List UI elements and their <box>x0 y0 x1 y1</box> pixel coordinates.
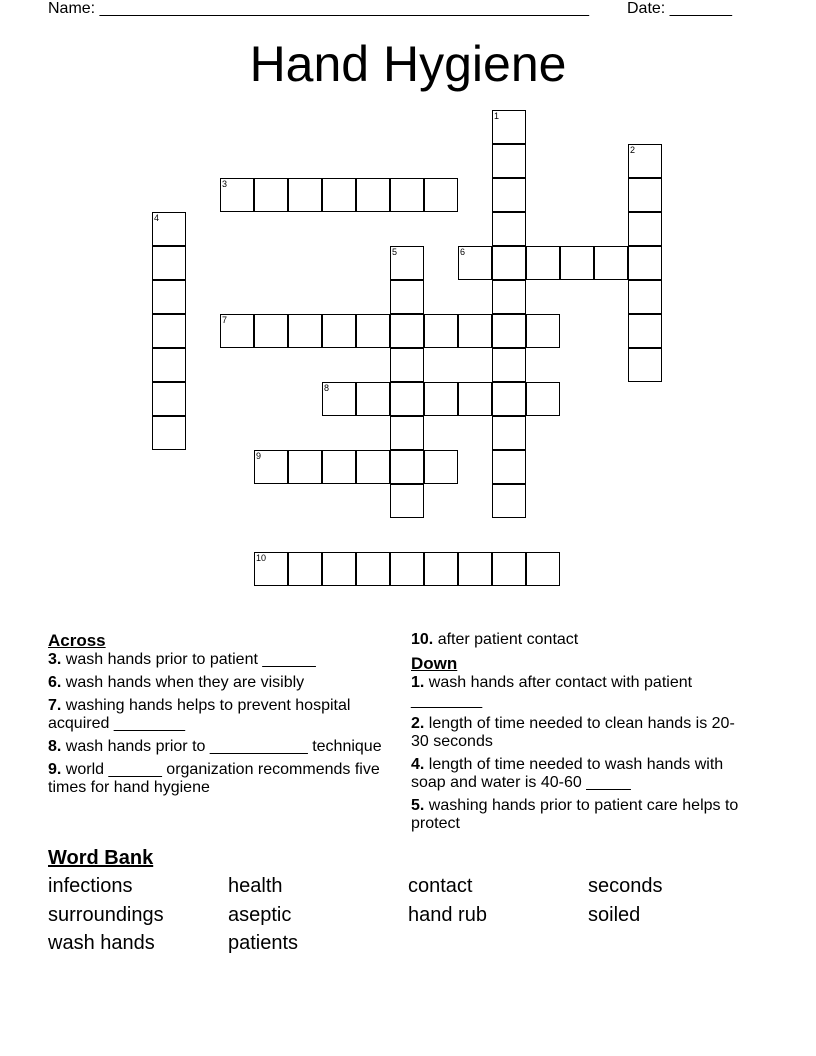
crossword-cell[interactable] <box>628 280 662 314</box>
crossword-cell[interactable] <box>628 348 662 382</box>
crossword-cell[interactable] <box>526 552 560 586</box>
clue-text: washing hands helps to prevent hospital acquired ________ <box>48 697 351 732</box>
clue-number: 4. <box>411 756 425 773</box>
word-bank-word: infections <box>48 875 133 897</box>
across-clue-list-continued <box>411 631 751 649</box>
crossword-cell[interactable] <box>254 450 288 484</box>
crossword-cell[interactable] <box>322 552 356 586</box>
crossword-cell[interactable] <box>526 382 560 416</box>
crossword-cell[interactable] <box>322 382 356 416</box>
clue-item <box>48 674 388 692</box>
crossword-cell[interactable] <box>492 110 526 144</box>
word-bank-word: hand rub <box>408 903 487 926</box>
clue-item <box>48 697 388 733</box>
crossword-cell[interactable] <box>492 348 526 382</box>
crossword-cell[interactable] <box>220 314 254 348</box>
clue-number: 5. <box>411 797 425 814</box>
across-heading: Across <box>48 631 106 650</box>
crossword-cell[interactable] <box>492 382 526 416</box>
word-bank-word: aseptic <box>228 903 292 926</box>
clue-number: 10 <box>256 553 267 563</box>
clue-item <box>411 756 751 792</box>
crossword-cell[interactable] <box>492 280 526 314</box>
clue-number: 6 <box>460 247 466 257</box>
crossword-cell[interactable] <box>628 212 662 246</box>
clues-left-column <box>48 631 388 802</box>
clue-item <box>411 631 751 649</box>
crossword-cell[interactable] <box>288 314 322 348</box>
crossword-cell[interactable] <box>492 314 526 348</box>
clue-number: 6. <box>48 674 62 691</box>
clue-item <box>48 651 388 669</box>
crossword-cell[interactable] <box>288 178 322 212</box>
crossword-cell[interactable] <box>390 314 424 348</box>
crossword-cell[interactable] <box>390 450 424 484</box>
word-bank-word: soiled <box>588 903 641 926</box>
date-field[interactable]: Date: _______ <box>627 0 732 17</box>
crossword-cell[interactable] <box>390 484 424 518</box>
clue-number: 9. <box>48 761 62 778</box>
crossword-cell[interactable] <box>458 382 492 416</box>
name-field[interactable]: Name: _______________________________________________________ <box>48 0 589 17</box>
crossword-cell[interactable] <box>390 552 424 586</box>
crossword-cell[interactable] <box>356 450 390 484</box>
clue-text: wash hands after contact with patient ________ <box>411 674 693 709</box>
clue-text: wash hands prior to ___________ technique <box>61 738 382 755</box>
crossword-cell[interactable] <box>152 246 186 280</box>
crossword-cell[interactable] <box>288 552 322 586</box>
clue-number: 2. <box>411 715 425 732</box>
crossword-cell[interactable] <box>492 246 526 280</box>
crossword-cell[interactable] <box>424 382 458 416</box>
crossword-cell[interactable] <box>492 178 526 212</box>
crossword-cell[interactable] <box>628 314 662 348</box>
clue-item <box>411 674 751 710</box>
crossword-cell[interactable] <box>628 246 662 280</box>
clue-number: 7. <box>48 697 62 714</box>
crossword-cell[interactable] <box>152 212 186 246</box>
crossword-cell[interactable] <box>356 178 390 212</box>
clue-number: 8 <box>324 383 330 393</box>
clue-text: world ______ organization recommends five times for hand hygiene <box>48 761 380 796</box>
crossword-cell[interactable] <box>152 382 186 416</box>
crossword-cell[interactable] <box>458 552 492 586</box>
clue-number: 3. <box>48 651 62 668</box>
crossword-cell[interactable] <box>492 552 526 586</box>
across-clue-list <box>48 651 388 797</box>
crossword-cell[interactable] <box>628 144 662 178</box>
crossword-cell[interactable] <box>288 450 322 484</box>
crossword-cell[interactable] <box>492 144 526 178</box>
crossword-cell[interactable] <box>152 314 186 348</box>
crossword-cell[interactable] <box>254 552 288 586</box>
crossword-cell[interactable] <box>322 314 356 348</box>
crossword-cell[interactable] <box>390 348 424 382</box>
crossword-cell[interactable] <box>424 450 458 484</box>
crossword-cell[interactable] <box>390 416 424 450</box>
crossword-cell[interactable] <box>254 314 288 348</box>
crossword-cell[interactable] <box>390 280 424 314</box>
clue-item <box>48 738 388 756</box>
clue-text: length of time needed to wash hands with soap and water is 40-60 _____ <box>411 756 724 791</box>
crossword-cell[interactable] <box>526 314 560 348</box>
crossword-cell[interactable] <box>322 450 356 484</box>
crossword-cell[interactable] <box>152 416 186 450</box>
crossword-cell[interactable] <box>220 178 254 212</box>
crossword-cell[interactable] <box>492 484 526 518</box>
clue-text: wash hands prior to patient ______ <box>61 651 316 668</box>
clue-number: 5 <box>392 247 398 257</box>
crossword-cell[interactable] <box>492 212 526 246</box>
crossword-cell[interactable] <box>492 416 526 450</box>
crossword-cell[interactable] <box>254 178 288 212</box>
clue-item <box>411 715 751 751</box>
crossword-cell[interactable] <box>390 246 424 280</box>
crossword-cell[interactable] <box>356 382 390 416</box>
crossword-cell[interactable] <box>424 178 458 212</box>
crossword-cell[interactable] <box>152 348 186 382</box>
crossword-cell[interactable] <box>492 450 526 484</box>
crossword-cell[interactable] <box>152 280 186 314</box>
clue-number: 1. <box>411 674 425 691</box>
clue-number: 4 <box>154 213 160 223</box>
clue-number: 10. <box>411 631 434 648</box>
clue-item <box>411 797 751 833</box>
crossword-cell[interactable] <box>424 314 458 348</box>
down-heading: Down <box>411 654 458 673</box>
crossword-cell[interactable] <box>390 178 424 212</box>
clue-number: 7 <box>222 315 228 325</box>
word-bank-word: surroundings <box>48 903 164 926</box>
page-title: Hand Hygiene <box>249 36 567 92</box>
crossword-cell[interactable] <box>458 314 492 348</box>
crossword-cell[interactable] <box>458 246 492 280</box>
clue-number: 3 <box>222 179 228 189</box>
crossword-cell[interactable] <box>322 178 356 212</box>
clue-text: length of time needed to clean hands is 20-30 seconds <box>411 715 735 750</box>
crossword-cell[interactable] <box>356 314 390 348</box>
word-bank-word: contact <box>408 875 473 897</box>
word-bank-word: wash hands <box>48 932 155 954</box>
clue-number: 2 <box>630 145 636 155</box>
crossword-cell[interactable] <box>560 246 594 280</box>
word-bank-word: health <box>228 875 283 897</box>
word-bank-word: seconds <box>588 875 663 897</box>
crossword-cell[interactable] <box>356 552 390 586</box>
clue-text: washing hands prior to patient care helps to protect <box>411 797 739 832</box>
clue-number: 1 <box>494 111 500 121</box>
word-bank-word: patients <box>228 932 299 954</box>
clues-right-column <box>411 631 751 838</box>
clue-text: wash hands when they are visibly <box>61 674 305 691</box>
crossword-cell[interactable] <box>628 178 662 212</box>
crossword-cell[interactable] <box>594 246 628 280</box>
clue-item <box>48 761 388 797</box>
clue-text: after patient contact <box>433 631 579 648</box>
crossword-cell[interactable] <box>390 382 424 416</box>
crossword-cell[interactable] <box>526 246 560 280</box>
crossword-cell[interactable] <box>424 552 458 586</box>
down-clue-list <box>411 674 751 833</box>
clue-number: 8. <box>48 738 62 755</box>
word-bank-title: Word Bank <box>48 847 154 869</box>
clue-number: 9 <box>256 451 262 461</box>
